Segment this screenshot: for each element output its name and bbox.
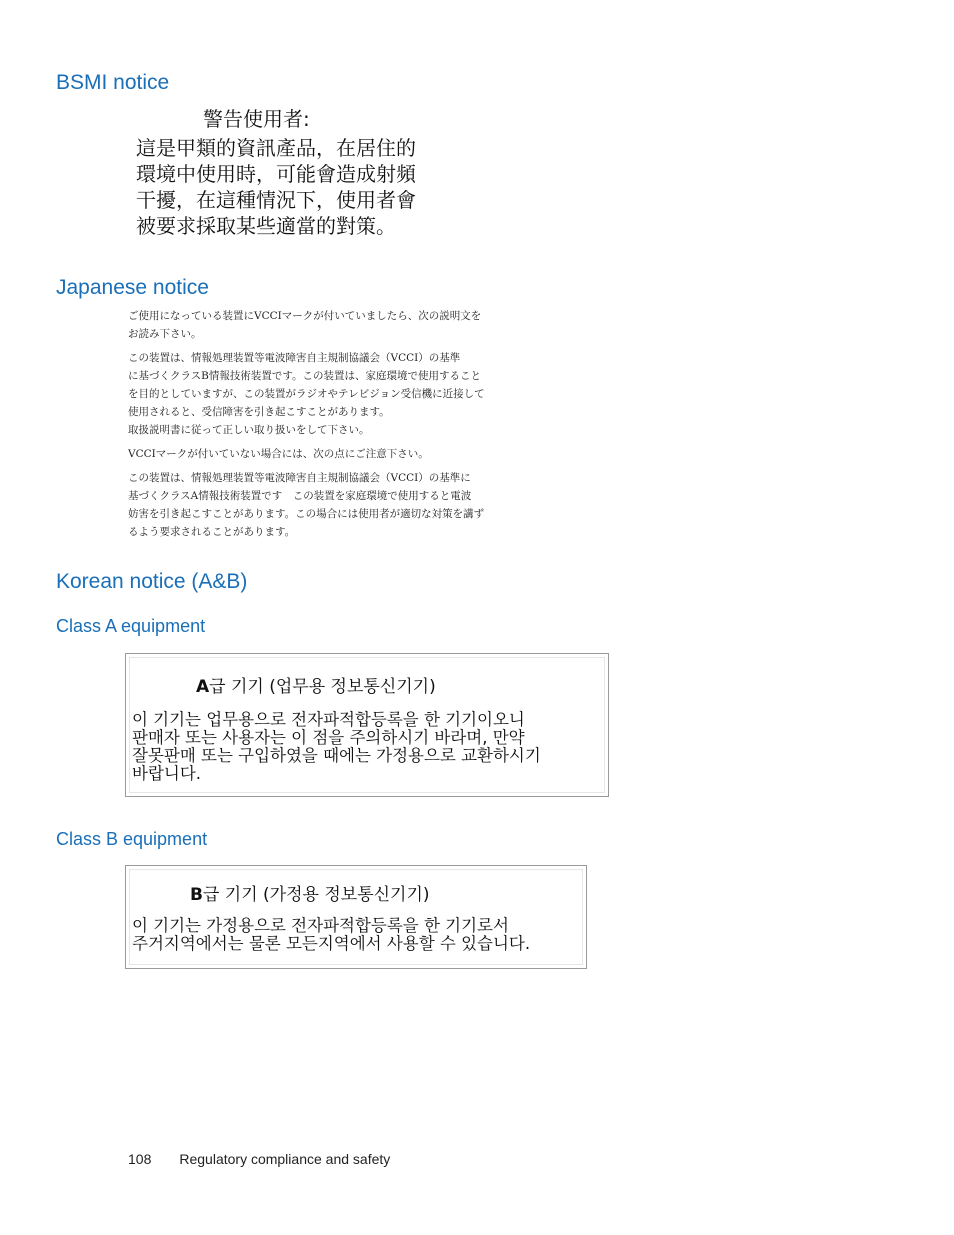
bsmi-line: 這是甲類的資訊產品，在居住的 [136,136,416,160]
japanese-line: を目的としていますが、この装置がラジオやテレビジョン受信機に近接して [128,388,485,400]
japanese-paragraph [128,307,538,343]
japanese-line: に基づくクラスB情報技術装置です。この装置は、家庭環境で使用すること [128,370,482,382]
class-b-heading: Class B equipment [56,829,208,849]
korean-line: 판매자 또는 사용자는 이 점을 주의하시기 바라며, 만약 [132,728,525,747]
page-footer [128,1151,390,1167]
japanese-paragraph [128,349,538,439]
japanese-line: この装置は、情報処理装置等電波障害自主規制協議会（VCCI）の基準に [128,472,471,484]
korean-line: 잘못판매 또는 구입하였을 때에는 가정용으로 교환하시기 [132,746,541,765]
bsmi-title: 警告使用者: [203,107,310,131]
korean-line: 주거지역에서는 물론 모든지역에서 사용할 수 있습니다. [132,934,531,953]
class-letter: A [196,677,210,697]
korean-line: 이 기기는 업무용으로 전자파적합등록을 한 기기이오니 [132,710,525,729]
bsmi-notice-heading: BSMI notice [56,71,170,94]
korean-class-b-body [132,917,530,953]
japanese-line: 使用されると、受信障害を引き起こすことがあります。 [128,406,390,418]
page-number: 108 [128,1151,152,1167]
class-title-text: 급 기기 (가정용 정보통신기기) [202,885,430,905]
korean-class-a-box [125,653,609,797]
japanese-line: 基づくクラスA情報技術装置です この装置を家庭環境で使用すると電波 [128,490,472,502]
japanese-paragraph [128,445,538,463]
class-letter: B [190,885,203,905]
japanese-line: VCCIマークが付いていない場合には、次の点にご注意下さい。 [128,448,429,460]
bsmi-notice-image [136,106,476,239]
korean-class-b-box [125,865,587,969]
bsmi-line: 環境中使用時，可能會造成射頻 [136,162,416,186]
japanese-line: お読み下さい。 [128,328,202,340]
japanese-line: 妨害を引き起こすことがあります。この場合には使用者が適切な対策を講ず [128,508,485,520]
bsmi-line: 被要求採取某些適當的對策。 [136,214,396,238]
class-title-text: 급 기기 (업무용 정보통신기기) [209,677,436,697]
korean-class-a-title [196,672,436,697]
bsmi-line: 干擾，在這種情況下，使用者會 [136,188,416,212]
japanese-paragraph [128,469,538,541]
japanese-line: この装置は、情報処理装置等電波障害自主規制協議会（VCCI）の基準 [128,352,461,364]
japanese-line: るよう要求されることがあります。 [128,526,296,538]
korean-class-a-body [132,711,541,783]
korean-line: 바랍니다. [132,764,202,783]
japanese-notice-heading: Japanese notice [56,276,209,299]
japanese-notice-image [128,307,538,547]
japanese-line: 取扱説明書に従って正しい取り扱いをして下さい。 [128,424,370,436]
class-a-heading: Class A equipment [56,616,206,636]
korean-notice-heading: Korean notice (A&B) [56,570,248,593]
korean-class-b-title [190,880,430,905]
chapter-title: Regulatory compliance and safety [179,1151,391,1167]
japanese-line: ご使用になっている装置にVCCIマークが付いていましたら、次の説明文を [128,310,482,322]
korean-line: 이 기기는 가정용으로 전자파적합등록을 한 기기로서 [132,916,509,935]
